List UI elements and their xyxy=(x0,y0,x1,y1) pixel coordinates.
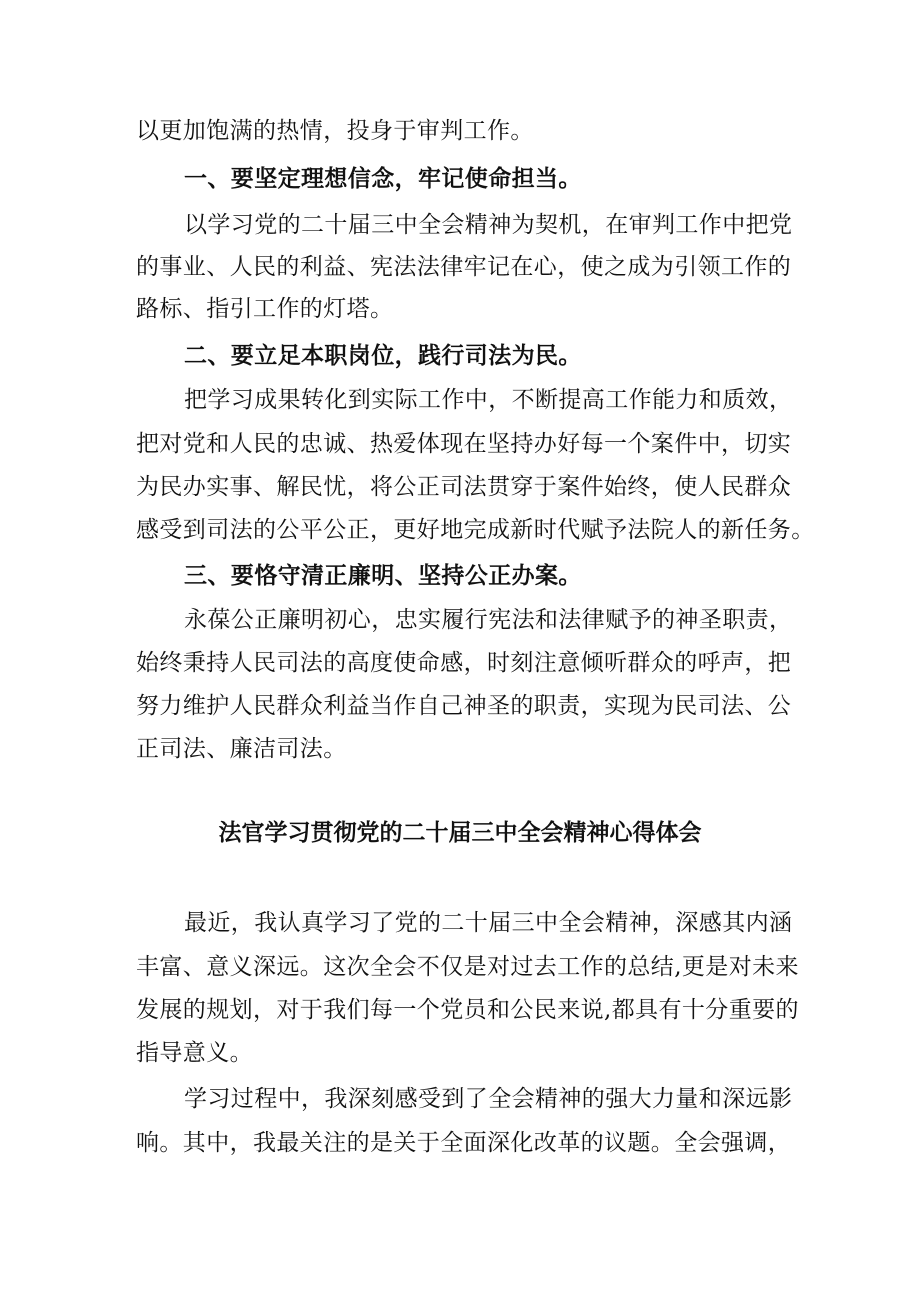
section-2-line-2: 把对党和人民的忠诚、热爱体现在坚持办好每一个案件中，切实 xyxy=(136,431,792,457)
section-1-line-3: 路标、指引工作的灯塔。 xyxy=(136,296,394,322)
section-2-heading: 二、要立足本职岗位，践行司法为民。 xyxy=(184,342,582,369)
section-1-heading: 一、要坚定理想信念，牢记使命担当。 xyxy=(184,165,582,192)
section-3-line-2: 始终秉持人民司法的高度使命感，时刻注意倾听群众的呼声，把 xyxy=(136,650,792,676)
section-3-heading: 三、要恪守清正廉明、坚持公正办案。 xyxy=(184,562,582,589)
section-3-line-1: 永葆公正廉明初心，忠实履行宪法和法律赋予的神圣职责， xyxy=(184,607,793,633)
article-title: 法官学习贯彻党的二十届三中全会精神心得体会 xyxy=(218,819,702,846)
paragraph-2-line-2: 响。其中，我最关注的是关于全面深化改革的议题。全会强调， xyxy=(136,1130,792,1156)
paragraph-1-line-1: 最近，我认真学习了党的二十届三中全会精神，深感其内涵 xyxy=(184,910,793,936)
section-1-line-2: 的事业、人民的利益、宪法法律牢记在心，使之成为引领工作的 xyxy=(136,254,792,280)
paragraph-1-line-3: 发展的规划，对于我们每一个党员和公民来说,都具有十分重要的 xyxy=(136,997,799,1023)
paragraph-1-line-2: 丰富、意义深远。这次全会不仅是对过去工作的总结,更是对未来 xyxy=(136,954,799,980)
paragraph-2-line-1: 学习过程中，我深刻感受到了全会精神的强大力量和深远影 xyxy=(184,1086,793,1112)
section-3-line-3: 努力维护人民群众利益当作自己神圣的职责，实现为民司法、公 xyxy=(136,693,792,719)
paragraph-1-line-4: 指导意义。 xyxy=(136,1040,253,1066)
section-2-line-1: 把学习成果转化到实际工作中，不断提高工作能力和质效， xyxy=(184,387,793,413)
section-1-line-1: 以学习党的二十届三中全会精神为契机，在审判工作中把党 xyxy=(184,212,793,238)
section-2-line-3: 为民办实事、解民忧，将公正司法贯穿于案件始终，使人民群众 xyxy=(136,474,792,500)
section-2-line-4: 感受到司法的公平公正，更好地完成新时代赋予法院人的新任务。 xyxy=(136,517,815,543)
opening-line: 以更加饱满的热情，投身于审判工作。 xyxy=(136,118,534,144)
section-3-line-4: 正司法、廉洁司法。 xyxy=(136,736,347,762)
